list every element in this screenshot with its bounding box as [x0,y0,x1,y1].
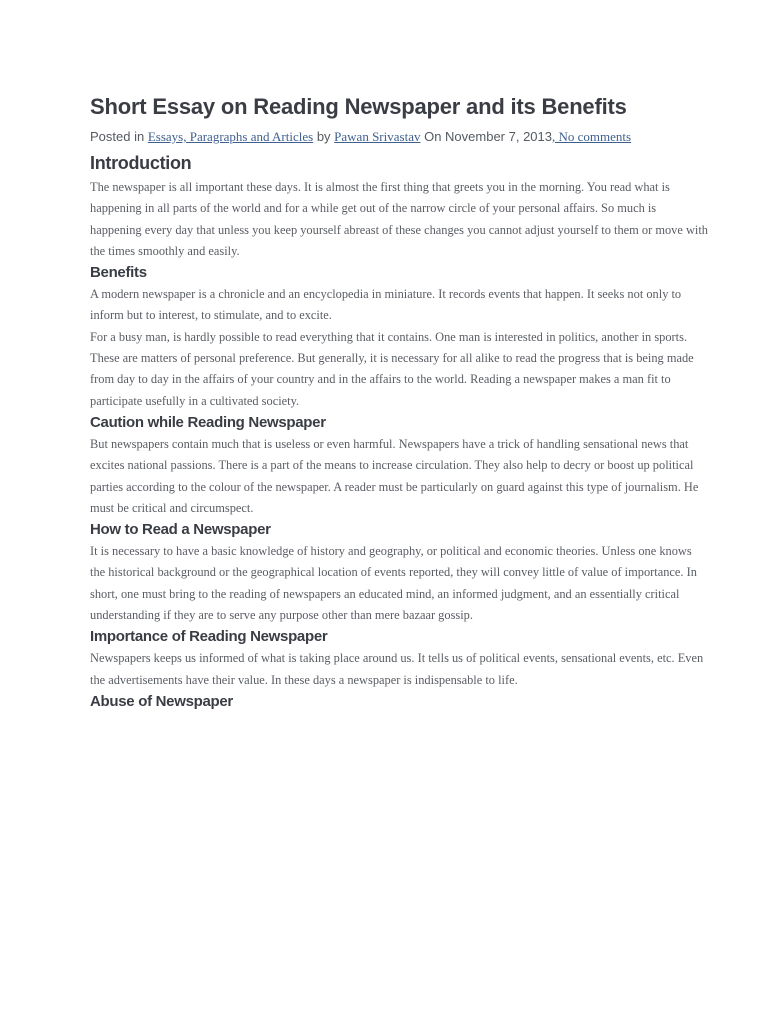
paragraph: Newspapers keeps us informed of what is taking place around us. It tells us of political events, sensational events, etc. Even the advertisements have their value. In these days a newspaper is indispensable to life. [90,651,704,687]
paragraph: The newspaper is all important these days. It is almost the first thing that greets you in the morning. You read what is happening in all parts of the world and for a while get out of the narrow circle of your personal affairs. So much is happening every day that unless you keep yourself abreast of these changes you cannot adjust yourself to them or move with the times smoothly and easily. [90,180,708,258]
post-meta [90,127,708,147]
category-link[interactable]: Essays, Paragraphs and Articles [147,129,314,144]
section-heading-how-to-read: How to Read a Newspaper [90,521,271,539]
comments-link[interactable]: , No comments [552,129,632,144]
paragraph: It is necessary to have a basic knowledge of history and geography, or political and economic theories. Unless one knows the historical background or the geographical location of events reported, they will convey little of value of importance. In short, one must bring to the reading of newspapers an educated mind, an informed judgment, and an essentially critical understanding if they are to serve any purpose other than mere bazaar gossip. [90,544,697,623]
post-date: On November 7, 2013 [424,129,552,144]
section-heading-caution: Caution while Reading Newspaper [90,413,326,431]
author-link[interactable]: Pawan Srivastav [334,129,421,144]
section-heading-introduction: Introduction [90,153,192,173]
paragraph: But newspapers contain much that is useless or even harmful. Newspapers have a trick of handling sensational news that excites national passions. There is a part of the means to increase circulation. They also help to decry or boost up political parties according to the colour of the newspaper. A reader must be particularly on guard against this type of journalism. He must be critical and circumspect. [90,436,699,515]
section-heading-benefits: Benefits [90,264,147,282]
section-heading-abuse: Abuse of Newspaper [90,692,233,710]
posted-in-label: Posted in [90,129,145,144]
section-heading-importance: Importance of Reading Newspaper [90,628,328,646]
article-title: Short Essay on Reading Newspaper and its Benefits [90,94,627,119]
paragraph: A modern newspaper is a chronicle and an encyclopedia in miniature. It records events that happen. It seeks not only to inform but to interest, to stimulate, and to excite. [90,287,682,323]
by-label: by [316,129,331,144]
paragraph: For a busy man, is hardly possible to read everything that it contains. One man is interested in politics, another in sports. These are matters of personal preference. But generally, it is necessary for all alike to read the progress that is being made from day to day in the affairs of your country and in the affairs to the world. Reading a newspaper makes a man fit to participate usefully in a cultivated society. [90,329,694,408]
